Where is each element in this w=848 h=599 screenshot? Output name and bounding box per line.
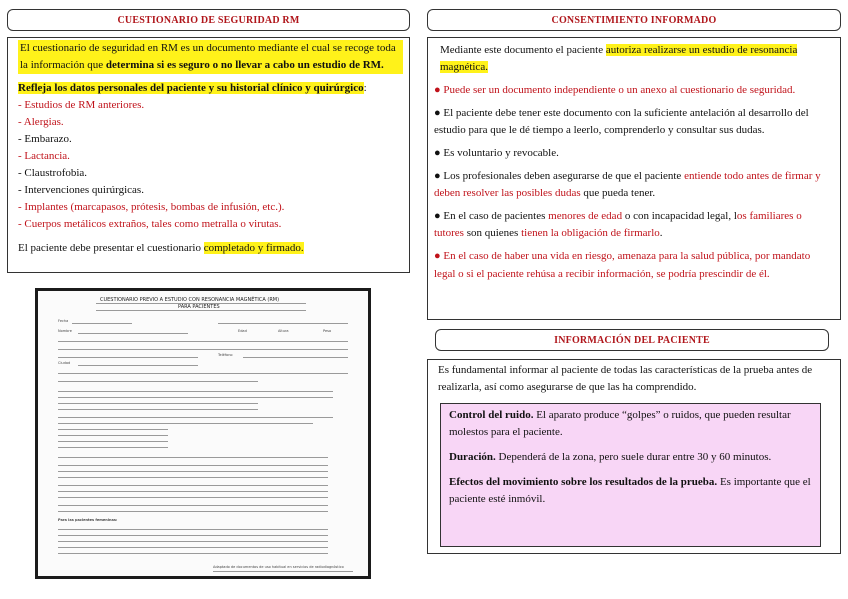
list-item-estudios: - Estudios de RM anteriores. — [18, 99, 145, 112]
consent-intro-highlight: autoriza realizarse un estudio de resonancia magnética. — [440, 44, 798, 74]
consent-bullet-5-red3: tienen la obligación de firmarlo — [521, 227, 660, 240]
datos-heading-text: Refleja los datos personales del paciente y su historial clínico y quirúrgico — [18, 82, 364, 95]
section-title-informacion-text: INFORMACIÓN DEL PACIENTE — [554, 334, 710, 346]
cuestionario-intro-bold: determina si es seguro o no llevar a cabo un estudio de RM. — [105, 59, 384, 72]
section-title-consentimiento-text: CONSENTIMIENTO INFORMADO — [551, 14, 717, 26]
scan-label-nombre: Nombre — [58, 329, 72, 333]
cuestionario-closing — [18, 240, 403, 257]
info-noise — [449, 407, 812, 441]
cuestionario-closing-text: El paciente debe presentar el cuestionario — [18, 241, 204, 254]
consent-bullet-4-red: entiende todo antes de firmar y deben resolver las posibles dudas — [434, 170, 821, 200]
section-title-cuestionario — [7, 9, 410, 31]
consent-bullet-5-b: o con incapacidad legal, l — [622, 210, 737, 223]
list-item-lactancia: - Lactancia. — [18, 150, 70, 163]
consent-bullet-4 — [434, 168, 834, 202]
consent-bullet-3: ● Es voluntario y revocable. — [434, 147, 559, 160]
consent-bullet-5 — [434, 208, 834, 242]
consent-bullet-5-red1: menores de edad — [548, 210, 623, 223]
info-movement-text: Es importante que el paciente esté inmóvil. — [449, 476, 811, 506]
consent-bullet-5-e: . — [659, 227, 663, 240]
info-details-box — [440, 403, 821, 547]
consent-intro — [440, 42, 834, 76]
scan-label-fecha: Fecha — [58, 319, 69, 323]
consent-intro-text: Mediante este documento el paciente — [440, 44, 606, 56]
info-noise-text: El aparato produce “golpes” o ruidos, que pueden resultar molestos para el paciente. — [449, 409, 791, 439]
list-item-intervenciones: - Intervenciones quirúrgicas. — [18, 184, 144, 197]
scan-label-women: Para las pacientes femeninas: — [58, 518, 118, 522]
section-title-consentimiento — [427, 9, 841, 31]
list-item-alergias: - Alergias. — [18, 116, 64, 129]
info-duration-text: Dependerá de la zona, pero suele durar entre 30 y 60 minutos. — [495, 451, 772, 464]
consent-bullet-6: ● En el caso de haber una vida en riesgo, amenaza para la salud pública, por mandato legal o si el paciente rehúsa a recibir información, se podría prescindir de él. — [434, 250, 811, 280]
info-intro: Es fundamental informar al paciente de todas las características de la prueba antes de realizarla, así como asegurarse de que las ha comprendido. — [438, 364, 813, 394]
cuestionario-intro-text: El cuestionario de seguridad en RM es un documento mediante el cual se recoge toda la información que — [20, 42, 396, 72]
section-title-cuestionario-text: CUESTIONARIO DE SEGURIDAD RM — [117, 14, 300, 26]
scan-label-telefono: Teléfono — [218, 353, 233, 357]
consent-bullet-1: ● Puede ser un documento independiente o un anexo al cuestionario de seguridad. — [434, 84, 796, 97]
scan-label-altura: Altura — [278, 329, 289, 333]
scan-label-edad: Edad — [238, 329, 247, 333]
scan-label-peso: Peso — [323, 329, 332, 333]
cuestionario-intro — [18, 40, 403, 74]
cuestionario-closing-highlight: completado y firmado. — [203, 241, 304, 254]
scan-label-ciudad: Ciudad — [58, 361, 71, 365]
consent-bullet-5-a: ● En el caso de pacientes — [434, 210, 549, 223]
info-duration-label: Duración. — [449, 451, 496, 464]
scan-header-title: CUESTIONARIO PREVIO A ESTUDIO CON RESONANCIA MAGNÉTICA (RM) — [100, 297, 280, 303]
info-duration — [449, 449, 812, 466]
cuestionario-panel — [7, 37, 410, 273]
list-item-implantes: - Implantes (marcapasos, prótesis, bombas de infusión, etc.). — [18, 201, 285, 214]
consent-bullet-5-c: o tutores — [434, 210, 802, 240]
list-item-claustrofobia: - Claustrofobia. — [18, 167, 88, 180]
datos-heading-colon: : — [363, 82, 367, 95]
consent-bullet-4-text: ● Los profesionales deben asegurarse de que el paciente — [434, 170, 685, 183]
list-item-embarazo: - Embarazo. — [18, 133, 72, 146]
scan-header-subtitle: PARA PACIENTES — [178, 304, 220, 310]
consentimiento-panel — [427, 37, 841, 320]
questionnaire-scan-image — [35, 288, 371, 579]
info-movement — [449, 474, 812, 508]
consent-bullet-2: ● El paciente debe tener este documento con la suficiente antelación al desarrollo del estudio para que le dé tiempo a leerlo, comprenderlo y consultar sus dudas. — [434, 107, 809, 137]
datos-heading — [18, 80, 403, 97]
consent-bullet-4-end: que pueda tener. — [580, 187, 656, 200]
consent-bullet-5-red2: os familiares — [736, 210, 794, 223]
datos-list — [18, 97, 403, 233]
list-item-cuerpos-metalicos: - Cuerpos metálicos extraños, tales como metralla o virutas. — [18, 218, 282, 231]
info-noise-label: Control del ruido. — [449, 409, 534, 421]
scan-footer: Adaptado de documentos de uso habitual en servicios de radiodiagnóstico — [213, 565, 344, 569]
info-movement-label: Efectos del movimiento sobre los resultados de la prueba. — [449, 476, 718, 489]
consent-bullet-5-d: son quienes — [463, 227, 522, 240]
section-title-informacion — [435, 329, 829, 351]
